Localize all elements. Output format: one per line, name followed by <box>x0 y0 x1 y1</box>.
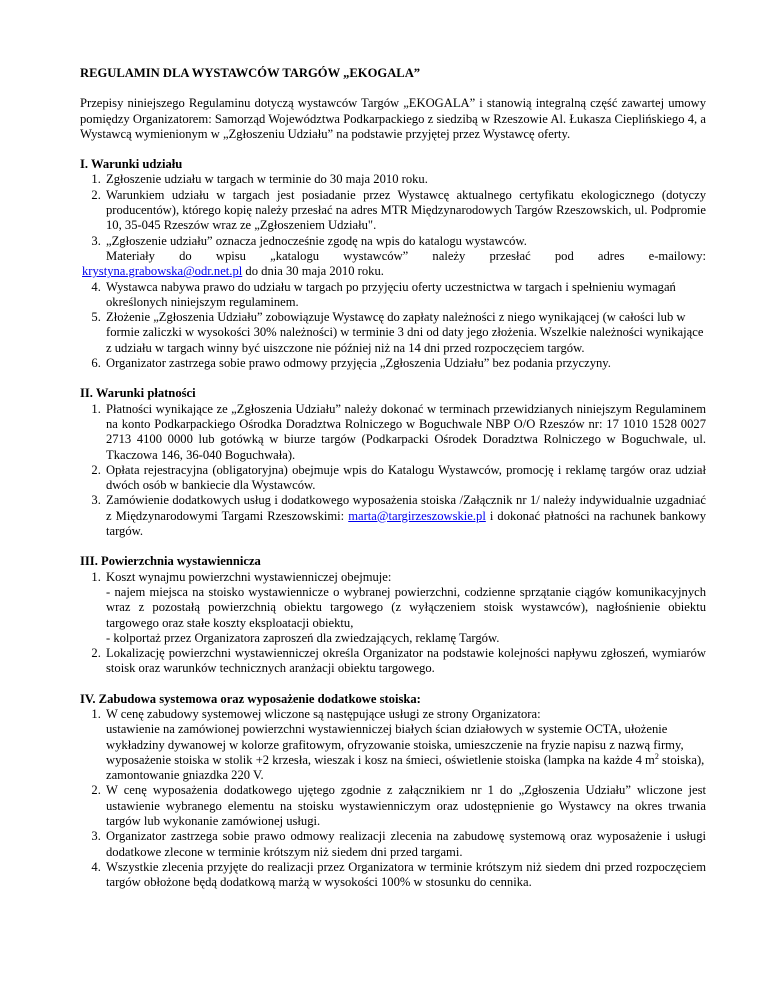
section-list <box>80 570 706 677</box>
list-item: 2. Warunkiem udziału w targach jest posiadanie przez Wystawcę aktualnego certyfikatu ekologicznego (dotyczy producentów), którego kopię należy przesłać na adres MTR Międzynarodowych Targów Rzeszowskich, ul. Podpromie 10, 35-045 Rzeszów wraz ze „Zgłoszeniem Udziału". <box>104 188 706 234</box>
list-item: 1. W cenę zabudowy systemowej wliczone są następujące usługi ze strony Organizatora: ustawienie na zamówionej powierzchni wystawienniczej białych ścian działowych w systemie OCTA, ułożenie wykładziny dywanowej w kolorze grafitowym, ofryzowanie stoiska, umieszczenie na fryzie napisu z nazwą firmy, wyposażenie stoiska w stolik +2 krzesła, wieszak i kosz na śmieci, oświetlenie stoiska (lampka na każde 4 $m^2$ stoiska), zamontowanie gniazdka 220 V. <box>104 707 706 783</box>
section-warunki-udzialu <box>80 157 706 371</box>
list-item: 2. W cenę wyposażenia dodatkowego ujętego zgodnie z załącznikiem nr 1 do „Zgłoszenia Udziału” wliczone jest ustawienie wybranego elementu na stoisku wystawienniczym oraz udostępnienie go Wystawcy na okres trwania targów lub wykonanie zamówionej usługi. <box>104 783 706 829</box>
email-link-krystyna[interactable]: krystyna.grabowska@odr.net.pl <box>82 264 243 279</box>
list-item: 3. Zamówienie dodatkowych usług i dodatkowego wyposażenia stoiska /Załącznik nr 1/ należy indywidualnie uzgadniać z Międzynarodowymi Targami Rzeszowskimi: marta@targirzeszowskie.pl i dokonać płatności na rachunek bankowy targów. <box>104 493 706 539</box>
section-heading: I. Warunki udziału <box>80 157 183 172</box>
list-item: 1. Płatności wynikające ze „Zgłoszenia Udziału” należy dokonać w terminach przewidzianych niniejszym Regulaminem na konto Podkarpackiego Ośrodka Doradztwa Rolniczego w Boguchwale NBP O/O Rzeszów nr: 17 1010 1528 0027 2713 4100 0000 lub gotówką w biurze targów (Podkarpacki Ośrodek Doradztwa Rolniczego w Boguchwale, ul. Tkaczowa 146, 36-040 Boguchwała). <box>104 402 706 463</box>
list-item: 5. Złożenie „Zgłoszenia Udziału” zobowiązuje Wystawcę do zapłaty należności z niego wynikającej (w całości lub w formie zaliczki w wysokości 30% należności) w terminie 3 dni od daty jego złożenia. Wszelkie należności wynikające z udziału w targach winny być uiszczone nie później niż na 14 dni przed rozpoczęciem targów. <box>104 310 706 356</box>
section-zabudowa <box>80 692 706 891</box>
list-item: 3. „Zgłoszenie udziału” oznacza jednocześnie zgodę na wpis do katalogu wystawców. Materiały do wpisu „katalogu wystawców” należy przesłać pod adres e-mailowy: krystyna.grabowska@odr.net.pl do dnia 30 maja 2010 roku. <box>104 234 706 280</box>
section-warunki-platnosci <box>80 386 706 539</box>
section-powierzchnia <box>80 554 706 676</box>
list-item: 1. Zgłoszenie udziału w targach w terminie do 30 maja 2010 roku. <box>104 172 706 187</box>
section-list <box>80 707 706 891</box>
section-list <box>80 402 706 540</box>
email-link-marta[interactable]: marta@targirzeszowskie.pl <box>348 508 486 523</box>
list-item: 4. Wszystkie zlecenia przyjęte do realizacji przez Organizatora w terminie krótszym niż siedem dni przed rozpoczęciem targów obłożone będą dodatkową marżą w wysokości 100% w stosunku do cennika. <box>104 860 706 891</box>
intro-paragraph: Przepisy niniejszego Regulaminu dotyczą wystawców Targów „EKOGALA” i stanowią integralną część zawartej umowy pomiędzy Organizatorem: Samorząd Województwa Podkarpackiego z siedzibą w Rzeszowie Al. Łukasza Cieplińskiego 4, a Wystawcą wymienionym w „Zgłoszeniu Udziału” na podstawie przyjętej przez Wystawcę oferty. <box>80 96 706 141</box>
section-heading: II. Warunki płatności <box>80 386 196 401</box>
list-item: 2. Lokalizację powierzchni wystawienniczej określa Organizator na podstawie kolejności napływu zgłoszeń, wymiarów stoisk oraz warunków technicznych aranżacji obiektu targowego. <box>104 646 706 677</box>
list-item: 2. Opłata rejestracyjna (obligatoryjna) obejmuje wpis do Katalogu Wystawców, promocję i reklamę targów oraz udział dwóch osób w bankiecie dla Wystawców. <box>104 463 706 494</box>
list-item: 3. Organizator zastrzega sobie prawo odmowy realizacji zlecenia na zabudowę systemową oraz wyposażenie i usługi dodatkowe zlecone w terminie krótszym niż siedem dni przed targami. <box>104 829 706 860</box>
list-item: 6. Organizator zastrzega sobie prawo odmowy przyjęcia „Zgłoszenia Udziału” bez podania przyczyny. <box>104 356 706 371</box>
list-item: 1. Koszt wynajmu powierzchni wystawienniczej obejmuje: - najem miejsca na stoisko wystawiennicze o wybranej powierzchni, codzienne sprzątanie ciągów komunikacyjnych wraz z pozostałą powierzchnią obiektu targowego (z wyłączeniem stoisk wystawców), nagłośnienie obiektu targowego oraz stałe koszty eksploatacji obiektu, - kolportaż przez Organizatora zaproszeń dla zwiedzających, reklamę Targów. <box>104 570 706 646</box>
section-heading: IV. Zabudowa systemowa oraz wyposażenie dodatkowe stoiska: <box>80 691 421 706</box>
email-line: krystyna.grabowska@odr.net.pl do dnia 30 maja 2010 roku. <box>82 264 384 279</box>
list-item: 4. Wystawca nabywa prawo do udziału w targach po przyjęciu oferty uczestnictwa w targach i spełnieniu wymagań określonych niniejszym regulaminem. <box>104 280 706 311</box>
section-list <box>80 172 706 371</box>
catalog-materials-line: Materiały do wpisu „katalogu wystawców” należy przesłać pod adres e-mailowy: <box>106 248 706 263</box>
section-heading: III. Powierzchnia wystawiennicza <box>80 554 261 569</box>
document-title: REGULAMIN DLA WYSTAWCÓW TARGÓW „EKOGALA” <box>80 66 421 80</box>
